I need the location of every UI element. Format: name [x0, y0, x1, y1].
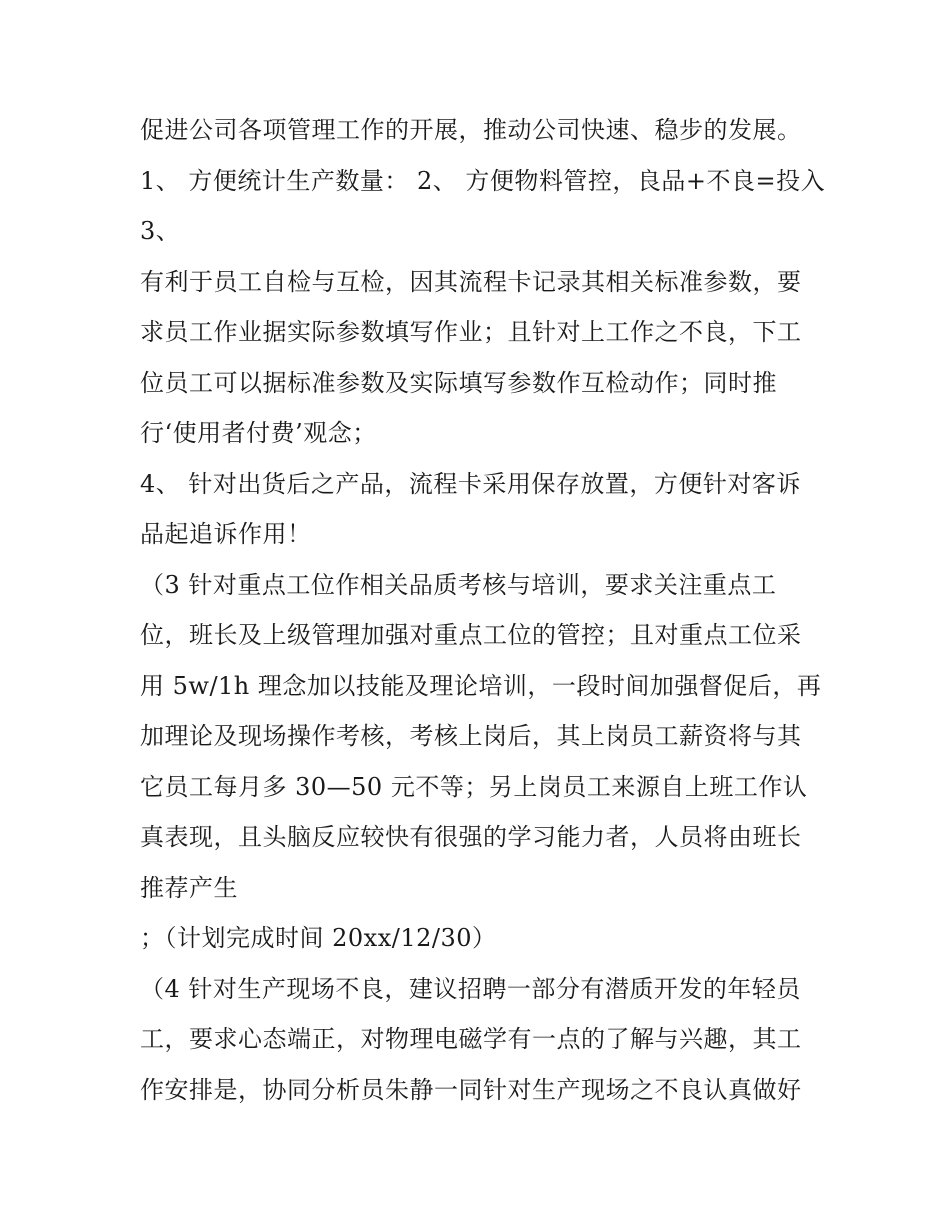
text-line-1: 促进公司各项管理工作的开展，推动公司快速、稳步的发展。 [140, 116, 802, 144]
text-line-2: 1、 方便统计生产数量： 2、 方便物料管控，良品+不良=投入 [140, 166, 826, 195]
text-line-5: 求员工作业据实际参数填写作业；且针对上工作之不良，下工 [140, 318, 802, 346]
text-line-14: 它员工每月多 30—50 元不等；另上岗员工来源自上班工作认 [140, 772, 808, 801]
text-line-6: 位员工可以据标准参数及实际填写参数作互检动作；同时推 [140, 368, 777, 397]
document-body [140, 105, 826, 1115]
text-line-20: 作安排是，协同分析员朱静一同针对生产现场之不良认真做好 [140, 1075, 802, 1104]
text-line-13: 加理论及现场操作考核，考核上岗后，其上岗员工薪资将与其 [140, 722, 802, 750]
text-line-19: 工，要求心态端正，对物理电磁学有一点的了解与兴趣，其工 [140, 1025, 802, 1053]
text-line-11: 位，班长及上级管理加强对重点工位的管控；且对重点工位采 [140, 621, 802, 649]
text-line-8: 4、 针对出货后之产品，流程卡采用保存放置，方便针对客诉 [140, 469, 801, 498]
text-line-10: （3 针对重点工位作相关品质考核与培训，要求关注重点工 [140, 570, 777, 599]
text-line-12: 用 5w/1h 理念加以技能及理论培训，一段时间加强督促后，再 [140, 671, 822, 700]
text-line-9: 品起追诉作用！ [140, 520, 312, 548]
text-line-16: 推荐产生 [140, 873, 238, 902]
text-line-15: 真表现，且头脑反应较快有很强的学习能力者，人员将由班长 [140, 823, 802, 851]
text-line-17: ；（计划完成时间 20xx/12/30） [140, 924, 497, 952]
text-line-18: （4 针对生产现场不良，建议招聘一部分有潜质开发的年轻员 [140, 974, 801, 1003]
text-line-4: 有利于员工自检与互检，因其流程卡记录其相关标准参数，要 [140, 267, 802, 296]
text-line-3: 3、 [140, 217, 181, 245]
text-line-7: 行‘使用者付费’观念； [140, 419, 377, 447]
